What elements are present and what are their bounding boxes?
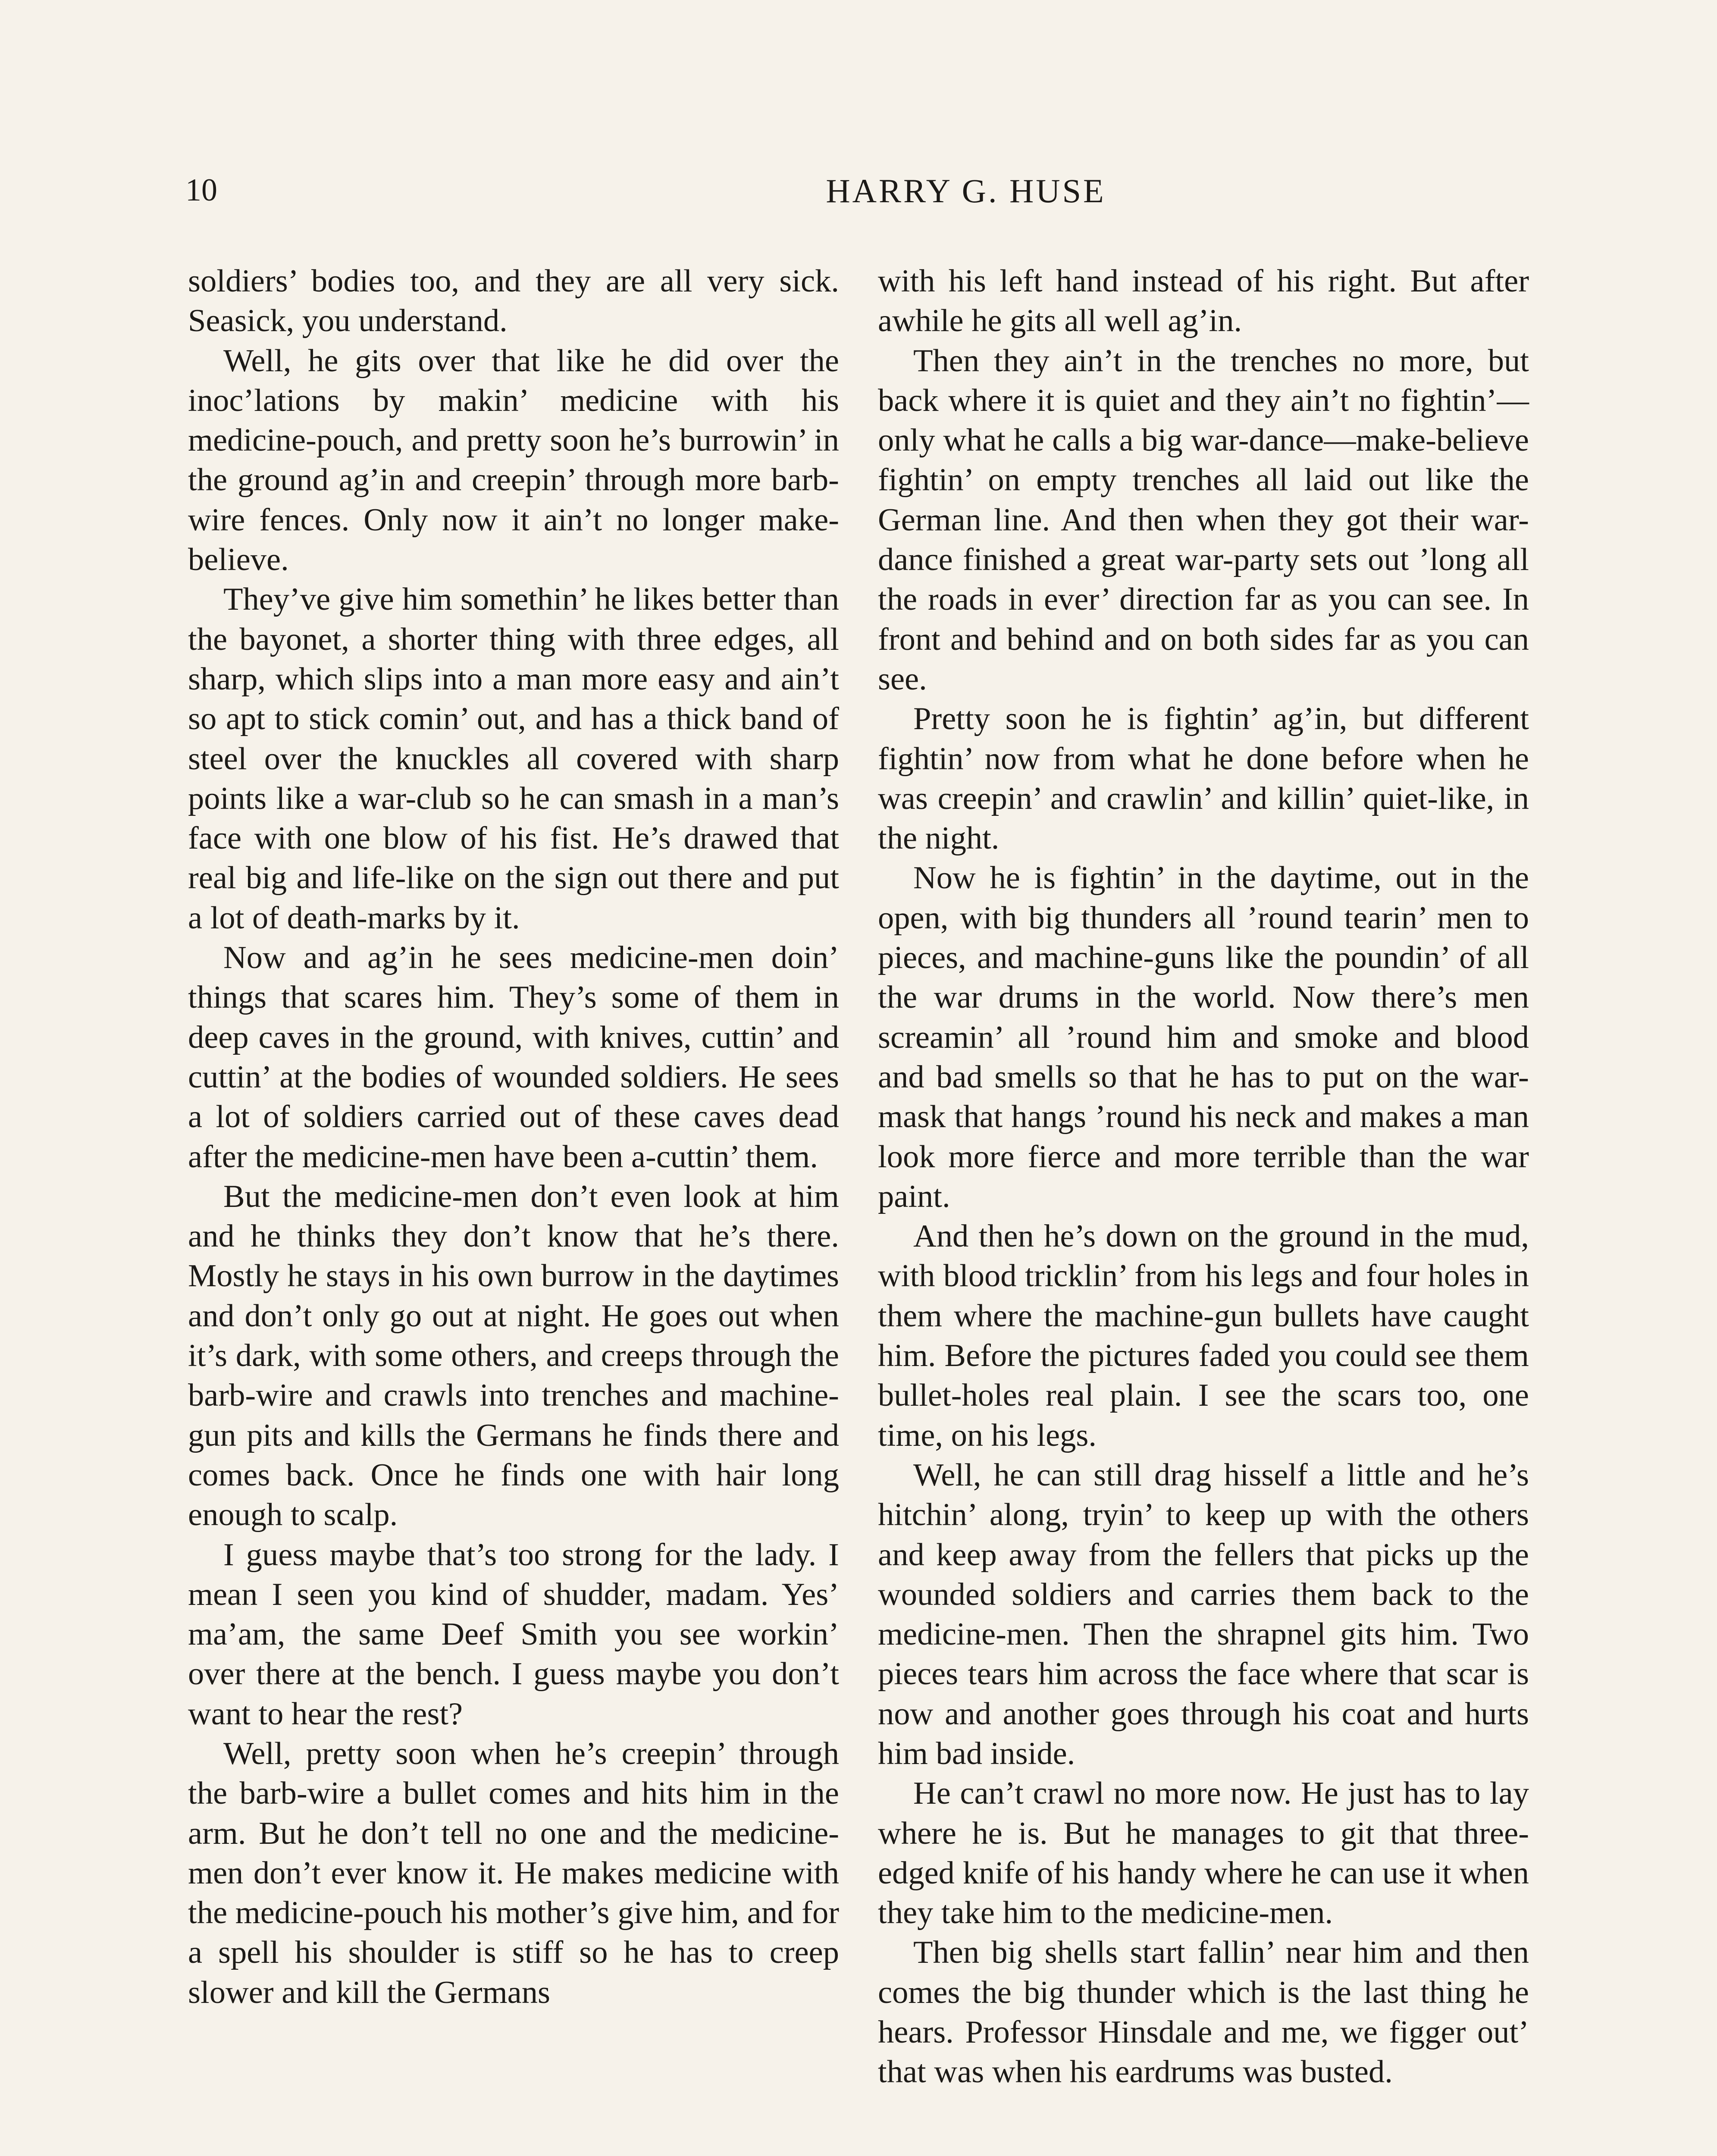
paragraph: Pretty soon he is fightin’ ag’in, but different fightin’ now from what he done before when he was creepin’ and crawlin’ and killin’ quiet-like, in the night. xyxy=(878,701,1529,856)
paragraph: Now he is fightin’ in the daytime, out in the open, with big thunders all ’round tearin’ men to pieces, and machine-guns like the poundin’ of all the war drums in the world. Now there’s men screamin’ all ’round him and smoke and blood and bad smells so that he has to put on the war-mask that hangs ’round his neck and makes a man look more fierce and more terrible than the war paint. xyxy=(878,860,1529,1214)
paragraph: soldiers’ bodies too, and they are all very sick. Seasick, you understand. xyxy=(188,263,839,339)
paragraph: Then big shells start fallin’ near him and then comes the big thunder which is the last thing he hears. Professor Hinsdale and me, we figger out’ that was when his eardrums was busted. xyxy=(878,1935,1529,2090)
paragraph: Now and ag’in he sees medicine-men doin’ things that scares him. They’s some of them in deep caves in the ground, with knives, cuttin’ and cuttin’ at the bodies of wounded soldiers. He sees a lot of soldiers carried out of these caves dead after the medicine-men have been a-cuttin’ them. xyxy=(188,940,839,1175)
left-column xyxy=(188,261,839,2012)
paragraph: I guess maybe that’s too strong for the lady. I mean I seen you kind of shudder, madam. Yes’ ma’am, the same Deef Smith you see workin’ over there at the bench. I guess maybe you don’t want to hear the rest? xyxy=(188,1537,839,1732)
paragraph: They’ve give him somethin’ he likes better than the bayonet, a shorter thing with three edges, all sharp, which slips into a man more easy and ain’t so apt to stick comin’ out, and has a thick band of steel over the knuckles all covered with sharp points like a war-club so he can smash in a man’s face with one blow of his fist. He’s drawed that real big and life-like on the sign out there and put a lot of death-marks by it. xyxy=(188,582,839,936)
paragraph: But the medicine-men don’t even look at him and he thinks they don’t know that he’s there. Mostly he stays in his own burrow in the daytimes and don’t only go out at night. He goes out when it’s dark, with some others, and creeps through the barb-wire and crawls into trenches and machine-gun pits and kills the Germans he finds there and comes back. Once he finds one with hair long enough to scalp. xyxy=(188,1178,839,1533)
paragraph: And then he’s down on the ground in the mud, with blood tricklin’ from his legs and four holes in them where the machine-gun bullets have caught him. Before the pictures faded you could see them bullet-holes real plain. I see the scars too, one time, on his legs. xyxy=(878,1219,1529,1453)
paragraph: Well, he gits over that like he did over the inoc’lations by makin’ medicine with his medicine-pouch, and pretty soon he’s burrowin’ in the ground ag’in and creepin’ through more barb-wire fences. Only now it ain’t no longer make-believe. xyxy=(188,343,839,578)
paragraph: Then they ain’t in the trenches no more, but back where it is quiet and they ain’t no fightin’—only what he calls a big war-dance—make-believe fightin’ on empty trenches all laid out like the German line. And then when they got their war-dance finished a great war-party sets out ’long all the roads in ever’ direction far as you can see. In front and behind and on both sides far as you can see. xyxy=(878,343,1529,697)
running-head: HARRY G. HUSE xyxy=(826,172,1106,210)
paragraph: with his left hand instead of his right. But after awhile he gits all well ag’in. xyxy=(878,263,1529,339)
paragraph: Well, pretty soon when he’s creepin’ through the barb-wire a bullet comes and hits him in the arm. But he don’t tell no one and the medicine-men don’t ever know it. He makes medicine with the medicine-pouch his mother’s give him, and for a spell his shoulder is stiff so he has to creep slower and kill the Germans xyxy=(188,1736,839,2010)
page-number: 10 xyxy=(185,172,217,208)
paragraph: He can’t crawl no more now. He just has to lay where he is. But he manages to git that three-edged knife of his handy where he can use it when they take him to the medicine-men. xyxy=(878,1776,1529,1931)
paragraph: Well, he can still drag hisself a little and he’s hitchin’ along, tryin’ to keep up with the others and keep away from the fellers that picks up the wounded soldiers and carries them back to the medicine-men. Then the shrapnel gits him. Two pieces tears him across the face where that scar is now and another goes through his coat and hurts him bad inside. xyxy=(878,1457,1529,1771)
right-column xyxy=(878,261,1529,2092)
